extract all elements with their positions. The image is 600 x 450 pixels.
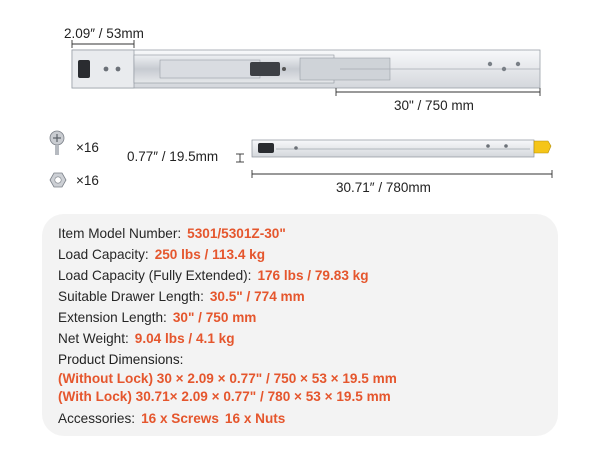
collapsed-slide <box>252 140 551 157</box>
spec-load-extended-value: 176 lbs / 79.83 kg <box>257 268 369 283</box>
spec-load-row <box>58 247 265 263</box>
spec-load-extended-row <box>58 268 369 284</box>
spec-weight-label: Net Weight: <box>58 331 129 346</box>
screw-icon <box>50 131 64 155</box>
spec-dimensions-label: Product Dimensions: <box>58 352 184 367</box>
spec-accessories-nuts: 16 x Nuts <box>224 411 286 426</box>
spec-dimensions-with-lock: (With Lock) 30.71× 2.09 × 0.77" / 780 × 53 × 19.5 mm <box>58 389 391 404</box>
spec-accessories-screws: 16 x Screws <box>141 411 219 426</box>
height-dimension-label: 2.09″ / 53mm <box>64 26 144 41</box>
extension-dimension-label: 30" / 750 mm <box>394 98 474 113</box>
spec-drawer-length-label: Suitable Drawer Length: <box>58 289 204 304</box>
nut-icon <box>50 173 66 187</box>
height-dimension-line <box>72 40 134 48</box>
extension-dimension-line <box>336 88 540 96</box>
spec-model-label: Item Model Number: <box>58 226 182 241</box>
spec-model-row <box>58 226 286 242</box>
spec-dimensions-without-lock: (Without Lock) 30 × 2.09 × 0.77" / 750 × 53 × 19.5 mm <box>58 371 397 386</box>
length-dimension-label: 30.71″ / 780mm <box>336 180 431 195</box>
spec-extension-length-label: Extension Length: <box>58 310 167 325</box>
spec-model-value: 5301/5301Z-30" <box>187 226 286 241</box>
spec-accessories-label: Accessories: <box>58 411 136 426</box>
spec-accessories-row <box>58 411 285 427</box>
extended-slide <box>72 50 540 88</box>
spec-drawer-length-row <box>58 289 305 305</box>
thickness-dimension-line <box>236 154 244 162</box>
length-dimension-line <box>252 170 552 178</box>
spec-load-value: 250 lbs / 113.4 kg <box>154 247 266 262</box>
spec-load-label: Load Capacity: <box>58 247 149 262</box>
spec-load-extended-label: Load Capacity (Fully Extended): <box>58 268 252 283</box>
nut-count-label: ×16 <box>76 173 99 188</box>
spec-extension-length-row <box>58 310 256 326</box>
spec-drawer-length-value: 30.5" / 774 mm <box>209 289 305 304</box>
spec-weight-row <box>58 331 235 347</box>
screw-count-label: ×16 <box>76 140 99 155</box>
thickness-dimension-label: 0.77″ / 19.5mm <box>127 149 219 164</box>
spec-weight-value: 9.04 lbs / 4.1 kg <box>134 331 235 346</box>
spec-extension-length-value: 30" / 750 mm <box>172 310 257 325</box>
